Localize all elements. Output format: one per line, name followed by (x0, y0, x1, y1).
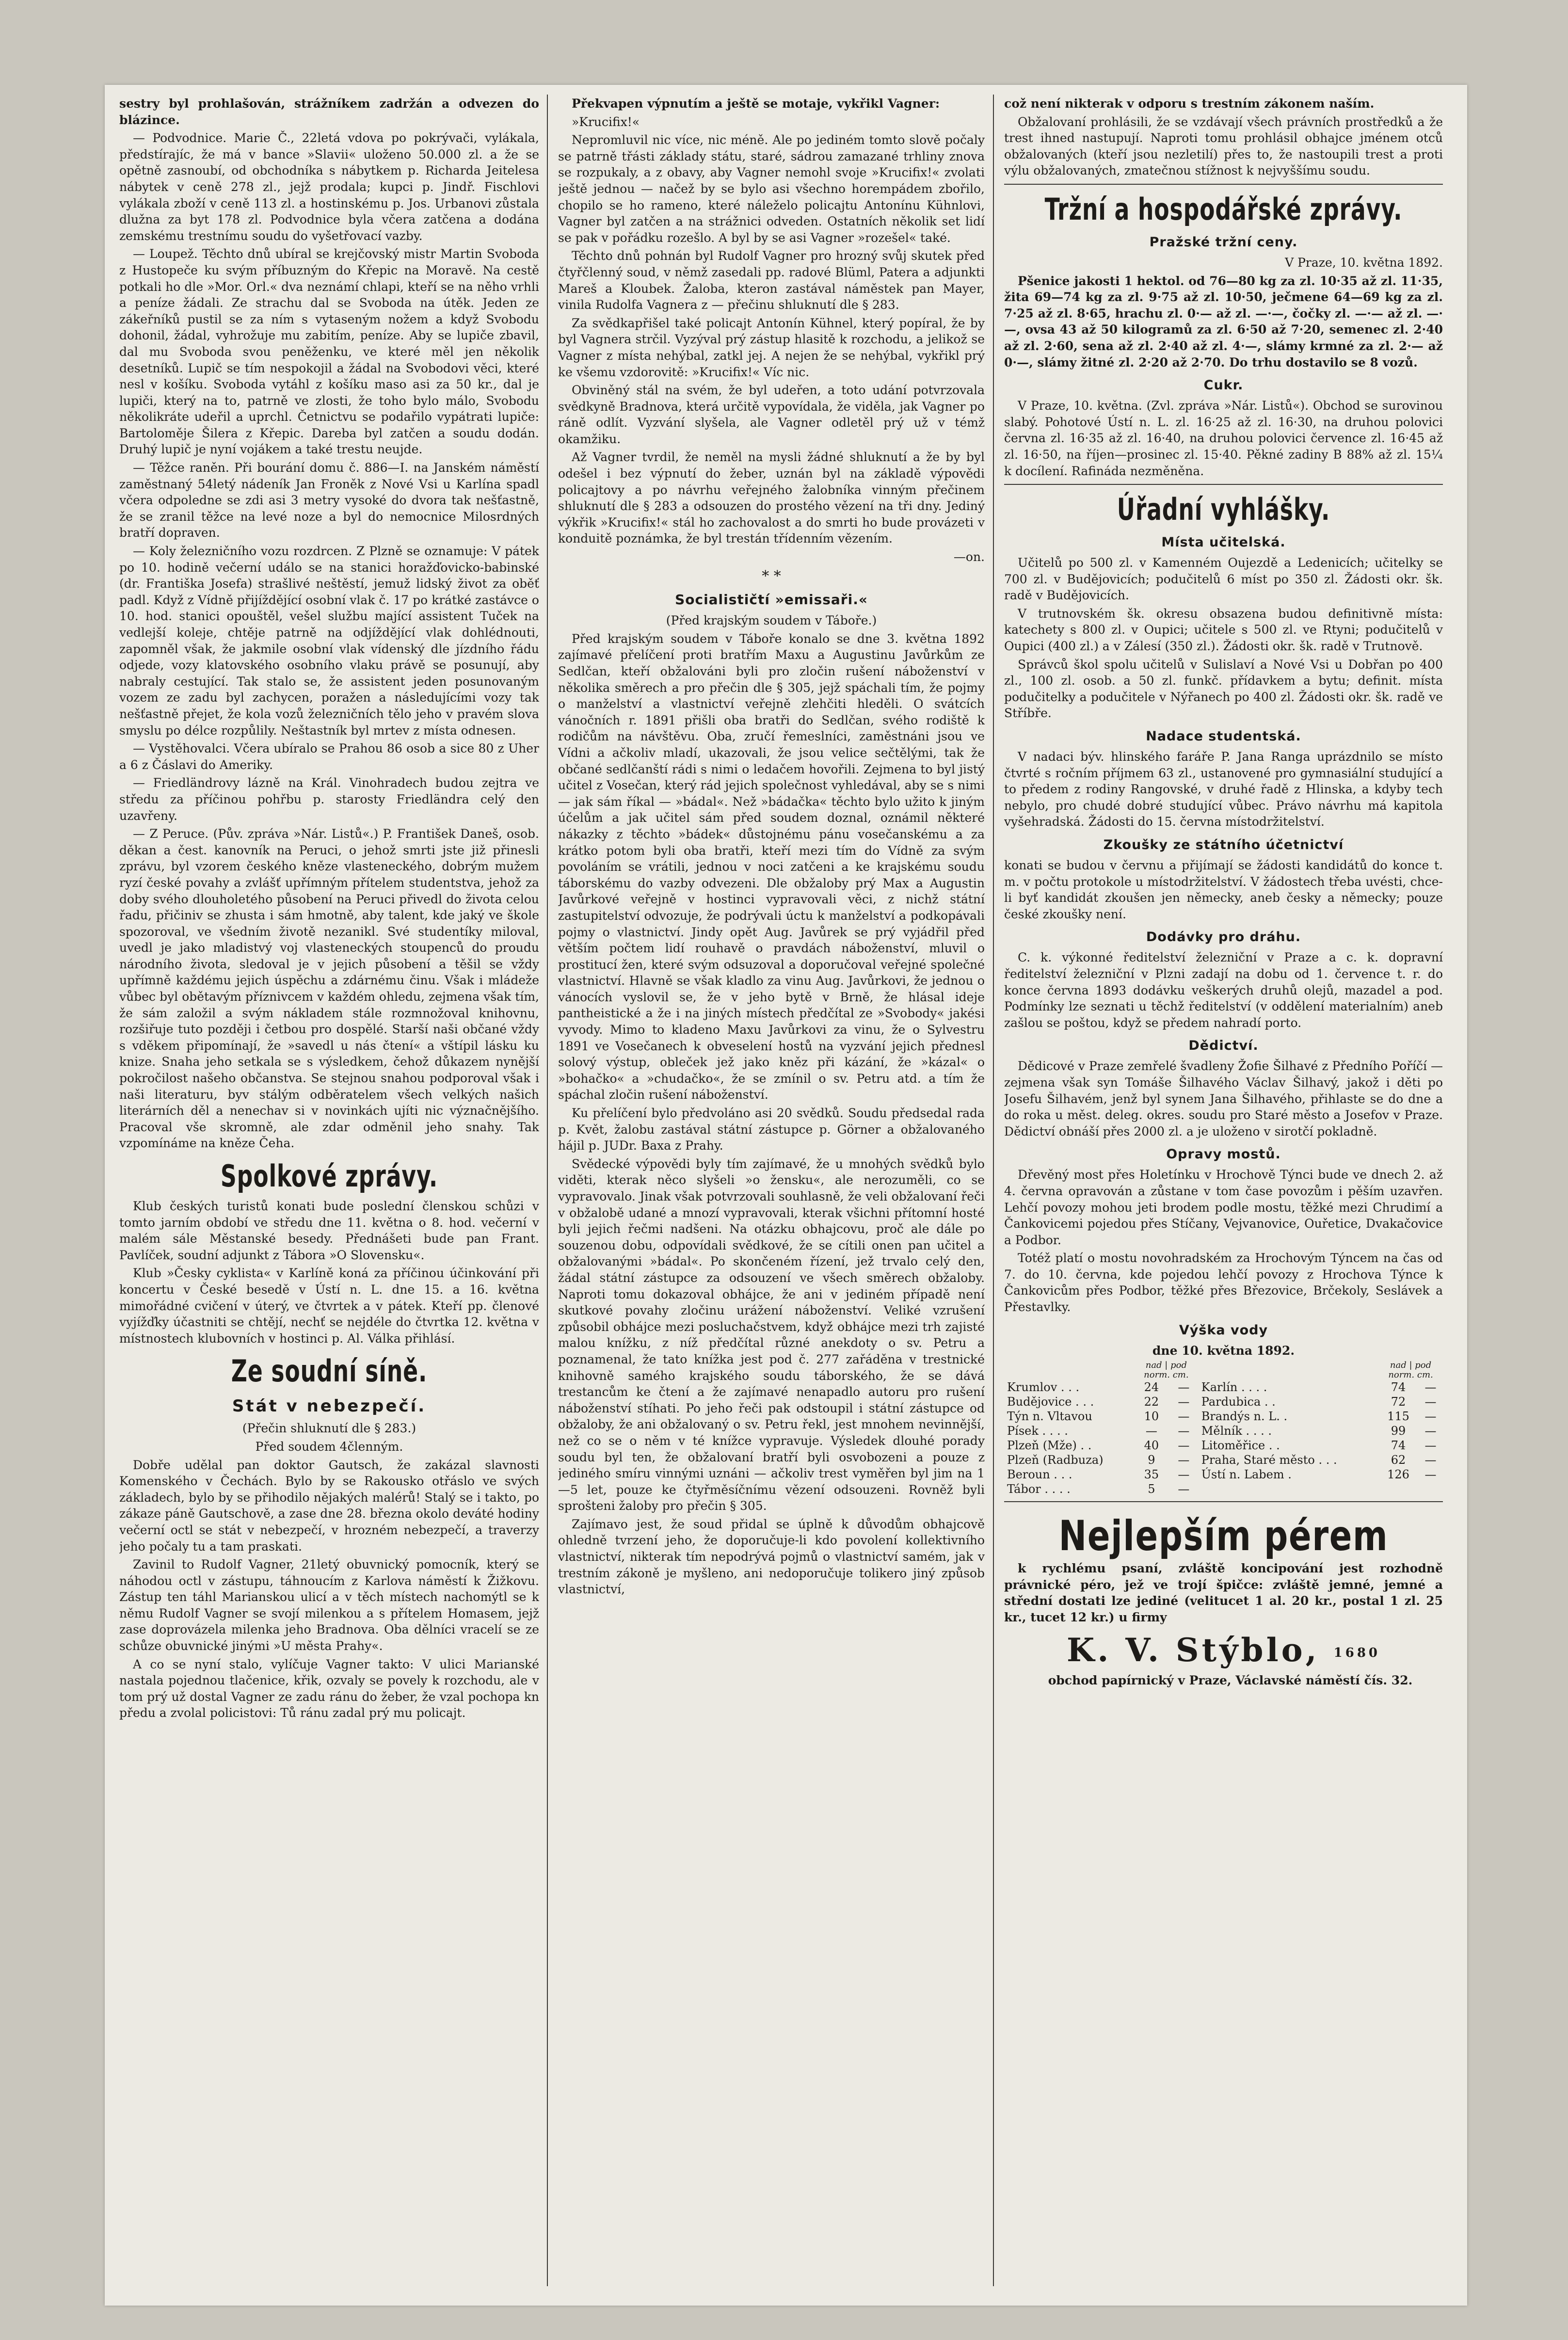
water-cell-place: Mělník . . . . (1201, 1424, 1272, 1438)
water-cell-place: Budějovice . . . (1007, 1395, 1094, 1409)
water-cell-nad: 74 (1391, 1380, 1406, 1394)
subheading-dedictvi: Dědictví. (1188, 1038, 1259, 1054)
notice-paragraph: Dřevěný most přes Holetínku v Hrochově Týnci bude ve dnech 2. až 4. června opravován a zůstane v tom čase povozům i pěším uzavřen. Lehčí povozy mohou jeti brodem podle mostu, těžké mezi Chrudimí a Čankovicemi pojedou přes Stíčany, Vejvanovice, Ouřetice, Dvakačovice a Podbor. (1004, 1168, 1443, 1247)
news-podvodnice: — Podvodnice. Marie Č., 22letá vdova po pokrývači, vylákala, předstírajíc, že má v bance »Slavii« uloženo 50.000 zl. a že se opětně zasnoubí, od obchodníka s nábytkem p. Richarda Jeitelesa nábytek v ceně 278 zl., jejž prodala; kupci p. Jindř. Fischlovi vylákala zboží v ceně 113 zl. a hostinskému p. Jos. Urbanovi zůstala dlužna za byt 178 zl. Podvodnice byla včera zatčena a dodána zemskému trestnímu soudu do vyšetřovací vazby. (119, 131, 539, 243)
newspaper-page (105, 85, 1467, 2306)
dateline: V Praze, 10. května 1892. (1285, 255, 1443, 270)
divider (1004, 484, 1443, 485)
section-heading-trzni: Tržní a hospodářské zprávy. (1044, 191, 1403, 227)
water-cell-nad: 5 (1148, 1482, 1155, 1496)
column-rule (547, 95, 548, 2286)
article-paragraph: A co se nyní stalo, vylíčuje Vagner takto: V ulici Marianské nastala pojednou tlačenice, křik, ozvaly se povely k rozchodu, ale v tom prý už dostal Vagner ze zadu ránu do žeber, že vzal pochopa kn předu a zvolal policistovi: Tů ránu zadal prý mu policajt. (119, 1657, 539, 1720)
water-cell-place: Krumlov . . . (1007, 1380, 1080, 1394)
article-paragraph: Obviněný stál na svém, že byl udeřen, a toto udání potvrzovala svědkyně Bradnova, která určitě vypovídala, že viděla, jak Vagner po ráně odlít. Vyzvání slyšela, ale Vagner odletěl prý už v témž okamžiku. (558, 383, 985, 446)
water-rows (1004, 1380, 1443, 1496)
water-cell-place (1199, 1482, 1378, 1496)
water-cell-place: Písek . . . . (1007, 1424, 1068, 1438)
table-header-row (1004, 1361, 1443, 1380)
ad-number: 1680 (1333, 1645, 1381, 1660)
article-paragraph: Dobře udělal pan doktor Gautsch, že zakázal slavnosti Komenského v Čechách. Bylo by se Rakousko otřáslo ve svých základech, bylo by se přihodilo nějakých malérů! Stalý se i takto, po zákaze páně Gautschově, a zase dne 28. března okolo deváté hodiny večerní octl se stát v nebezpečí, v hrozném nebezpečí, a traverzy jeho počaly tu a tam praskati. (119, 1458, 539, 1554)
water-cell-pod: — (1178, 1482, 1190, 1496)
ad-company-name: K. V. Stýblo, 1680 (1066, 1631, 1381, 1669)
water-cell-place: Praha, Staré město . . . (1201, 1453, 1337, 1467)
water-cell-place: Pardubica . . (1201, 1395, 1276, 1409)
article-title-stat: Stát v nebezpečí. (232, 1396, 427, 1416)
separator-asterisks: * * (762, 567, 781, 585)
subheading-nadace: Nadace studentská. (1146, 729, 1301, 744)
divider (1004, 184, 1443, 185)
article-subtitle: (Přečin shluknutí dle § 283.) (242, 1421, 416, 1436)
news-z-peruce: — Z Peruce. (Pův. zpráva »Nár. Listů«.) P. František Daneš, osob. děkan a čest. kanovník na Peruci, o jehož smrti jste již přinesli zprávu, byl vzorem českého kněze vlasteneckého, dobrým mužem ryzí české povahy a zvlášť upřímným přítelem studentstva, jehož za doby svého dlouholetého působení na Peruci přivedl do života celou řadu, přičiniv se zhusta i sám hmotně, aby talent, kde jaký ve škole spozoroval, ve všedním životě nezanikl. Své studentíky miloval, uvedl je jako mladistvý voj vlasteneckých stoupenců do proudu národního života, sledoval je v jejich působení a těšil se vždy upřímně každému jejich úspěchu a zdárnému činu. Však i mládeže vůbec byl obětavým příznivcem v každém ohledu, zejmena však tím, že sám založil a svým nákladem stále rozmnožoval knihovnu, rozšiřuje tuto později i četbou pro dospělé. Starší naši občané vždy s vděkem připomínají, že »savedl u nás čtení« a vštípil lásku ku knize. Snaha jeho setkala se s výsledkem, čehož důkazem nynější pokročilost našeho občanstva. Se stejnou snahou podporoval však i naši literaturu, byv stálým odběratelem všech velkých našich literárních děl a nenechav si v novinkách ujíti nic význačnějšího. Pracoval vše skromně, ale zdar odměnil jeho snahy. Tak vzpomínáme na kněze Čeha. (119, 827, 539, 1151)
article-paragraph: »Krucifix!« (572, 114, 640, 129)
water-cell-nad: 22 (1144, 1395, 1159, 1409)
notice-paragraph: konati se budou v červnu a přijímají se žádosti kandidátů do konce t. m. v počtu protokole u místodržitelství. V žádostech třeba uvésti, chce-li byť kandidát zkoušen jen německy, aneb česky a německy; pouze české zkoušky není. (1004, 858, 1443, 921)
notice-paragraph: Správců škol spolu učitelů v Sulislaví a Nové Vsi u Dobřan po 400 zl., 100 zl. osob. a 50 zl. funkč. přídavkem a bytu; definit. místa podučitelky a podučitele v Nýřanech po 400 zl. Žádosti okr. šk. radě ve Stříbře. (1004, 657, 1443, 721)
water-cell-nad: 62 (1391, 1453, 1406, 1467)
news-vystehovalci: — Vystěhovalci. Včera ubíralo se Prahou 86 osob a sice 80 z Uher a 6 z Čáslavi do Ameriky. (119, 741, 539, 772)
article-paragraph: Nepromluvil nic více, nic méně. Ale po jediném tomto slově počaly se patrně třásti základy státu, staré, sádrou zamazané trhliny znova se rozpukaly, a z obavy, aby Vagner nemohl svoje »Krucifix!« zvolati ještě jednou — načež by se bylo asi všechno horempádem zbořilo, chopilo se ho rameno, které náleželo policajtu Antonínu Kühnlovi, Vagner byl zatčen a na strážnici odveden. Ostatních několik set lidí se pak v pořádku rozešlo. A byl by se asi Vagner »rozešel« také. (558, 133, 985, 245)
market-prices: Pšenice jakosti 1 hektol. od 76—80 kg za zl. 10·35 až zl. 11·35, žita 69—74 kg za zl. 9·75 až zl. 10·50, ječmene 64—69 kg za zl. 7·25 až zl. 8·65, hrachu zl. 0·— až zl. —·—, čočky zl. —·— až zl. —·—, ovsa 43 až 50 kilogramů za zl. 6·50 až 7·20, semenec zl. 2·40 až zl. 2·60, sena až zl. 2·40 až zl. 4·—, slámy krmné za zl. 2·— až 0·—, slámy žitné zl. 2·20 až 2·70. Do trhu dostavilo se 8 vozů. (1004, 273, 1443, 369)
water-level-table (1004, 1361, 1443, 1496)
water-cell-nad: 126 (1387, 1468, 1409, 1482)
water-cell-nad: 40 (1144, 1439, 1159, 1453)
water-cell-pod: — (1178, 1424, 1190, 1438)
article-subtitle: Před soudem 4členným. (255, 1439, 403, 1454)
water-cell-pod: — (1178, 1380, 1190, 1394)
dateline: dne 10. května 1892. (1152, 1343, 1295, 1358)
water-cell-nad: 99 (1391, 1424, 1406, 1438)
water-cell-pod (1418, 1482, 1443, 1496)
water-cell-place: Plzeň (Mže) . . (1007, 1439, 1092, 1453)
table-row (1004, 1380, 1443, 1394)
water-cell-nad: 72 (1391, 1395, 1406, 1409)
article-title-socialisticti: Socialističtí »emissaři.« (675, 592, 868, 608)
subheading-mista: Místa učitelská. (1161, 535, 1286, 550)
article-paragraph: Za svědkapřišel také policajt Antonín Kühnel, který popíral, že by byl Vagnera strčil. Vyzýval prý zástup hlasitě k rozchodu, a jelikož se Vagner z místa nehýbal, zatkl jej. A nejen že se nehýbal, vykřikl prý ke všemu vzdorovitě: »Krucifix!« Víc nic. (558, 316, 985, 379)
water-cell-place: Brandýs n. L. . (1201, 1410, 1288, 1424)
water-cell-nad: — (1145, 1424, 1157, 1438)
water-cell-nad: 24 (1144, 1380, 1159, 1394)
article-paragraph: Těchto dnů pohnán byl Rudolf Vagner pro hrozný svůj skutek před čtyřčlenný soud, v němž zasedali pp. radové Blüml, Patera a adjunkti Mareš a Kloubek. Žaloba, kteron zastával náměstek pan Mayer, vinila Rudolfa Vagnera z — přečinu shluknutí dle § 283. (558, 249, 985, 312)
table-row (1004, 1409, 1443, 1424)
subheading-cukr: Cukr. (1203, 378, 1244, 393)
notice-paragraph: Dědicové v Praze zemřelé švadleny Žofie Šilhavé z Předního Poříčí — zejmena však syn Tomáše Šilhavého Václav Šilhavý, jakož i děti po Josefu Šilhavém, jenž byl synem Jana Šilhavého, přihlaste se do dne a do roka u měst. deleg. okres. soudu pro Staré město a Josefov v Praze. Dědictví obnáší přes 2000 zl. a je uloženo v sirotčí pokladně. (1004, 1059, 1443, 1138)
news-tezce-ranen: — Těžce raněn. Při bourání domu č. 886—I. na Janském náměstí zaměstnaný 54letý nádeník Jan Froněk z Nové Vsi u Karlína spadl včera odpoledne se zdi asi 3 metry vysoké do dvora tak nešťastně, že se zranil těžce na levé noze a byl do nemocnice Milosrdných bratří dopraven. (119, 461, 539, 540)
article-paragraph: Svědecké výpovědi byly tím zajímavé, že u mnohých svědků bylo viděti, kterak něco slyšeli »o žensku«, ale nerozuměli, co se vypravovalo. Jinak však potvrzovali souhlasně, že veli obžalovaní řeči v obžalobě udané a mnozí vypravovali, kterak všichni přítomní hosté byli jejich řečmi nadšeni. Na otázku obhajcovu, proč ale dále po souzenou dobu, odpovídali svědkové, že se cítili onen pan učitel a obžalovanými »bádal«. Po skončeném řízení, jež trvalo celý den, žádal státní zástupce za odsouzení ve všech směrech obžaloby. Naproti tomu dokazoval obhájce, že ani v jediném případě není skutkové povahy zločinu urážení náboženství. Veliké vzrušení způsobil obhájce mezi posluchačstvem, když obhájce mezi trh zajisté malou knížku, z níž předčítal různé anekdoty o sv. Petru a poznamenal, že tato knížka jest pod č. 277 zařáděna v trestnické knihovně samého krajského soudu táborského, že se dává trestancům ke čtení a že zajímavé nenapadlo autoru pro rušení náboženství stíhati. Po jeho řeči pak odstoupil i státní zástupce od obžaloby, že ani obžalovaný o sv. Petru řekl, jest mnohem nevinnější, než co se o něm v té knížce vypravuje. Výsledek dlouhé porady soudu byl ten, že obžalovaní bratří byli osvobozeni a pouze z jediného smíru vinnými uznáni — ačkoliv trest vyměřen byl jim na 1—5 let, pouze ke čtyřměsíčnímu vězení odsouzeni. Rovněž byli sprošteni žaloby pro přečin § 305. (558, 1156, 985, 1513)
article-signature: —on. (953, 550, 985, 564)
section-heading-uradni: Úřadní vyhlášky. (1117, 492, 1330, 528)
ad-title: Nejlepším pérem (1058, 1512, 1389, 1561)
table-header: nad | pod norm. cm. (1388, 1360, 1433, 1380)
column-right (1004, 96, 1443, 2291)
notice-paragraph: V nadaci býv. hlinského faráře P. Jana Ranga uprázdnilo se místo čtvrté s ročním příjmem 63 zl., ustanovené pro gymnasiální studující a to předem z rodiny Rangovské, v druhé řadě z Hlinska, a kdyby tech nebylo, pro chudé dobré studující vůbec. Právo návrhu má kapitola vyšehradská. Žádosti do 15. června místodržitelství. (1004, 750, 1443, 829)
water-cell-pod: — (1178, 1395, 1190, 1409)
water-cell-place: Plzeň (Radbuza) (1007, 1453, 1104, 1467)
column-rule (993, 95, 994, 2286)
water-cell-place: Beroun . . . (1007, 1468, 1072, 1482)
water-cell-nad: 10 (1144, 1410, 1159, 1424)
water-cell-place: Karlín . . . . (1201, 1380, 1267, 1394)
water-cell-nad: 9 (1148, 1453, 1155, 1467)
club-cyklista: Klub »Česky cyklista« v Karlíně koná za příčinou účinkování při koncertu v České besedě v Ústí n. L. dne 15. a 16. května mimořádné cvičení v úterý, ve čtvrtek a v pátek. Kteří pp. členové vyjížďky účastniti se chtějí, nechť se nejdéle do čtvrtka 12. května v místnostech klubovních v hostinci p. Al. Válka přihlásí. (119, 1266, 539, 1346)
column-left (119, 96, 539, 2291)
article-paragraph: Překvapen výpnutím a ještě se motaje, vykřikl Vagner: (572, 96, 940, 111)
article-paragraph: sestry byl prohlašován, strážníkem zadržán a odvezen do blázince. (119, 96, 539, 127)
sugar-report: V Praze, 10. května. (Zvl. zpráva »Nár. Listů«). Obchod se surovinou slabý. Pohotové Ústí n. L. zl. 16·25 až zl. 16·30, na druhou polovici června zl. 16·35 až zl. 16·40, na druhou polovici července zl. 16·45 až zl. 16·50, na říjen—prosinec zl. 15·40. Pěkné zadiny B 88% až zl. 15¼ k docílení. Rafináda nezměněna. (1004, 399, 1443, 478)
water-cell-pod: — (1424, 1410, 1437, 1424)
subheading-opravy: Opravy mostů. (1166, 1147, 1281, 1162)
table-row (1004, 1453, 1443, 1467)
water-cell-nad: 115 (1387, 1410, 1409, 1424)
divider (1004, 1501, 1443, 1502)
subheading-ceny: Pražské tržní ceny. (1149, 234, 1298, 250)
water-cell-place: Tábor . . . . (1007, 1482, 1071, 1496)
section-heading-spolkove: Spolkové zprávy. (220, 1158, 438, 1194)
article-paragraph: Ku přelíčení bylo předvoláno asi 20 svědků. Soudu předsedal rada p. Květ, žalobu zastával státní zástupce p. Görner a obžalovaného hájil p. JUDr. Baxa z Prahy. (558, 1106, 985, 1153)
article-subtitle: (Před krajským soudem v Táboře.) (666, 613, 877, 628)
water-cell-pod: — (1424, 1424, 1437, 1438)
water-cell-pod: — (1424, 1453, 1437, 1467)
subheading-zkousky: Zkoušky ze státního účetnictví (1103, 837, 1344, 852)
table-row (1004, 1438, 1443, 1453)
article-paragraph: Zavinil to Rudolf Vagner, 21letý obuvnický pomocník, který se náhodou octl v zástupu, táhnoucím z Karlova náměstí k Žižkovu. Zástup ten táhl Marianskou ulicí a v těch místech nachomýtl se k němu Rudolf Vagner se svojí milenkou a s přítelem Homasem, jejž zase doprovázela milenka jeho Bradnova. Oba dělníci vracelí se ze schůze obuvnické jinými »U města Prahy«. (119, 1557, 539, 1653)
ad-text: k rychlému psaní, zvláště koncipování jest rozhodně právnické péro, jež ve trojí špičce: zvláště jemné, jemné a střední dostati lze jediné (velitucet 1 al. 20 kr., postal 1 zl. 25 kr., tucet 12 kr.) u firmy (1004, 1561, 1443, 1625)
table-row (1004, 1482, 1443, 1496)
subheading-vyska-vody: Výška vody (1179, 1322, 1268, 1338)
article-paragraph: Obžalovaní prohlásili, že se vzdávají všech právních prostředků a že trest ihned nastupují. Naproti tomu prohlásil obhajce jménem otců obžalovaných (kteří jsou nezletilí) přes to, že nastoupili trest a proti výlu obžalovaných, zmatečnou stížnost k nejvyššímu soudu. (1004, 114, 1443, 178)
column-middle (558, 96, 985, 2291)
table-row (1004, 1394, 1443, 1409)
news-lazne: — Friedländrovy lázně na Král. Vinohradech budou zejtra ve středu za příčinou pohřbu p. starosty Friedländra celý den uzavřeny. (119, 776, 539, 823)
water-cell-place: Litoměřice . . (1201, 1439, 1280, 1453)
water-cell-pod: — (1424, 1395, 1437, 1409)
club-turiste: Klub českých turistů konati bude poslední členskou schůzi v tomto jarním období ve středu dne 11. května o 8. hod. večerní v malém sále Městanské besedy. Přednášeti bude pan Frant. Pavlíček, soudní adjunkt z Tábora »O Slovensku«. (119, 1199, 539, 1262)
water-cell-pod: — (1178, 1468, 1190, 1482)
article-paragraph: Před krajským soudem v Táboře konalo se dne 3. května 1892 zajímavé přelíčení proti bratřím Maxu a Augustinu Javůrkům ze Sedlčan, kteří obžalováni byli pro zločin rušení náboženství v několika směrech a pro přečin dle § 305, jejž spáchali tím, že pojmy o manželství a vlastnictví veřejně zlehčiti hleděli. O svátcích vánočních r. 1891 přišli oba bratři do Sedlčan, svého rodiště k rodičům na návštěvu. Oba, zručí řemeslníci, zaměstnáni jsou ve Vídni a ačkoliv mladí, ukazovali, že jsou velice sečtělými, tak že občané sedlčanští rádi s nimi o ledačem hovořili. Zejmena to byl jistý učitel z Vosečan, který rád jejich společnost vyhledával, aby se s nimi — jak sám říkal — »bádal«. Než »bádačka« těchto bylo užito k jiným účelům a jak učitel sám před soudem doznal, oznámil některé nákazky z těchto »bádek« důstojnému pánu vosečanskému a za krátko potom byli oba bratři, kteří mezi tím do Vídně za svým povoláním se vrátili, jednou v noci zatčeni a ke krajskému soudu táborskému do vazby odvezeni. Dle obžaloby prý Max a Augustin Javůrkové veřejně v hostinci vypravovali věci, z nichž státní zastupitelství odvozuje, že podrývali úctu k manželství a podkopávali pojmy o vlastnictví. Jindy opět Aug. Javůrek se prý vyjádřil před větším počtem lidí rouhavě o pravdách náboženství, mluvil o prostitucí žen, které svým odsuzoval a doporučoval veřejné společné vlastnictví. Hlavně se však kladlo za vinu Aug. Javůrkovi, že jednou o vánocích vyslovil se, že v jeho bytě v Brně, že hlásal ideje pantheistické a že i na jiných místech předčítal ze »Svobody« jakési vyvody. Mimo to kladeno Maxu Javůrkovi za vinu, že o Sylvestru 1891 ve Vosečanech k obveselení hostů na vyzvání jejich přednesl solový výstup, obleček jež jako kněz při kázání, že »kázal« o »bohačko« a »chudačko«, že se zmínil o sv. Petru atd. a tím že spáchal zločin rušení náboženství. (558, 631, 985, 1102)
article-paragraph: Až Vagner tvrdil, že neměl na mysli žádné shluknutí a že by byl odešel i bez výpnutí do žeber, uznán byl na základě výpovědi policajtovy a po návrhu veřejného žalobníka vinným přečinem shluknutí dle § 283 a odsouzen do prostého vězení na tři dny. Jediný výkřik »Krucifix!« stál ho zachovalost a do smrti ho bude provázeti v konduitě poznámka, že byl trestán třídenním vězením. (558, 450, 985, 546)
section-heading-soudni: Ze soudní síně. (231, 1353, 428, 1389)
water-cell-pod: — (1424, 1468, 1437, 1482)
notice-paragraph: C. k. výkonné ředitelství železniční v Praze a c. k. dopravní ředitelství železniční v Plzni zadají na dobu od 1. července t. r. do konce června 1893 dodávku veškerých druhů olejů, mazadel a pod. Podmínky lze seznati u těchž ředitelství (v oddělení materialním) aneb zašlou se poštou, když se předem nahradí porto. (1004, 950, 1443, 1030)
table-row (1004, 1424, 1443, 1438)
water-cell-pod: — (1178, 1439, 1190, 1453)
article-paragraph: což není nikterak v odporu s trestním zákonem naším. (1004, 96, 1375, 111)
news-zeleznice: — Koly železničního vozu rozdrcen. Z Plzně se oznamuje: V pátek po 10. hodině večerní událo se na stanici horažďovicko-babinské (dr. Františka Josefa) strašlivé neštěstí, jemuž lidský život za oběť padl. Když z Vídně přijíždějící osobní vlak č. 17 po krátké zastávce o 10. hod. stanici opouštěl, vešel službu mající assistent Tuček na vedlejší koleje, chtěje patrně na odjíždějící vlak dohlédnouti, zapomněl však, že jakmile osobní vlak vídenský dle jízdního řádu odjede, vozy klatovského osobního vlaku právě se posunují, aby nabraly cestující. Tak stalo se, že assistent jeden posunovaným vozem ze zadu byl zachycen, poražen a následujícími vozy tak nešťastně přejet, že kola vozů železničních tělo jeho v pravém slova smyslu po délce rozpůlily. Neštastník byl mrtev z místa odnesen. (119, 544, 539, 737)
water-cell-nad: 35 (1144, 1468, 1159, 1482)
ad-address: obchod papírnický v Praze, Václavské náměstí čís. 32. (1048, 1673, 1413, 1687)
water-cell-place: Ústí n. Labem . (1201, 1468, 1292, 1482)
news-loupez: — Loupež. Těchto dnů ubíral se krejčovský mistr Martin Svoboda z Hustopeče ku svým příbuzným do Křepic na Moravě. Na cestě potkali ho dle »Mor. Orl.« dva neznámí chlapi, kteří se na něho vrhli a peníze žádali. Ze strachu dal se Svoboda na útěk. Jeden ze zákeřníků pustil se za ním s vytaseným nožem a když Svobodu dohonil, žádal, vyhrožuje mu zabitím, peníze. Aby se lupiče zbavil, dal mu Svoboda svou peněženku, ve které měl jen několik desetníků. Lupič se tím nespokojil a žádal na Svobodovi věci, které nesl v košíku. Svoboda vytáhl z košíku maso asi za 50 kr., dal je lupiči, který na to, patrně ve zlosti, že toho bylo málo, Svobodu několikráte udeřil a uprchl. Četnictvu se podařilo vypátrati lupiče: Bartoloměje Šilera z Křepic. Dareba byl zatčen a soudu dodán. Druhý lupič je nyní vojákem a také trestu neujde. (119, 247, 539, 457)
water-cell-nad: 74 (1391, 1439, 1406, 1453)
table-row (1004, 1467, 1443, 1482)
water-cell-pod: — (1424, 1439, 1437, 1453)
subheading-dodavky: Dodávky pro dráhu. (1146, 930, 1301, 945)
table-header: nad | pod norm. cm. (1144, 1360, 1189, 1380)
notice-paragraph: Učitelů po 500 zl. v Kamenném Oujezdě a Ledenicích; učitelky se 700 zl. v Budějovicích; podučitelů 6 míst po 350 zl. Žádosti okr. šk. radě v Budějovicích. (1004, 556, 1443, 603)
water-cell-pod: — (1424, 1380, 1437, 1394)
water-cell-pod: — (1178, 1410, 1190, 1424)
water-cell-pod: — (1178, 1453, 1190, 1467)
water-cell-nad (1378, 1482, 1418, 1496)
article-paragraph: Zajímavo jest, že soud přidal se úplně k důvodům obhajcově ohledně tvrzení jeho, že doporučuje-li kdo povolení kollektivního vlastnictví, nikterak tím nepodrývá pojmů o vlastnictví samém, jak v trestním zákoně je myšleno, ani nedoporučuje tolikero jiný způsob vlastnictví, (558, 1517, 985, 1597)
water-cell-place: Týn n. Vltavou (1007, 1410, 1092, 1424)
notice-paragraph: Totéž platí o mostu novohradském za Hrochovým Týncem na čas od 7. do 10. června, kde pojedou lehčí povozy z Hrochova Týnce k Čankovicům přes Podbor, těžké přes Březovice, Brčekoly, Seslávek a Přestavlky. (1004, 1251, 1443, 1314)
notice-paragraph: V trutnovském šk. okresu obsazena budou definitivně místa: katechety s 800 zl. v Oupici; učitele s 500 zl. ve Rtyni; podučitelů v Oupici (400 zl.) a v Zálesí (350 zl.). Žádosti okr. šk. radě v Trutnově. (1004, 606, 1443, 654)
